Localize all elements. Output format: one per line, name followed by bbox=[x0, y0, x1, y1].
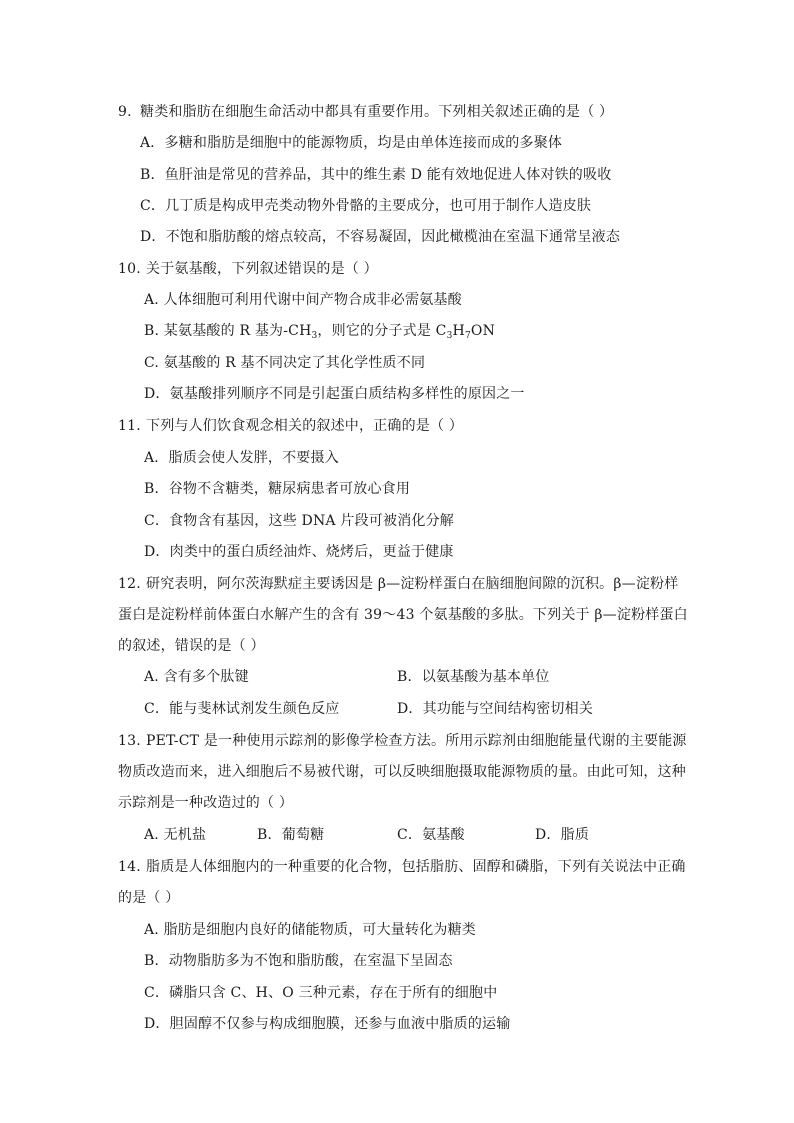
question-9-option-a: A．多糖和脂肪是细胞中的能源物质，均是由单体连接而成的多聚体 bbox=[140, 135, 563, 151]
question-14-stem-line-1 bbox=[118, 858, 686, 876]
question-14-stem-line-2: 的是（ ） bbox=[118, 890, 180, 906]
question-10-number: 10. bbox=[118, 261, 141, 277]
question-14-option-c: C．磷脂只含 C、H、O 三种元素，存在于所有的细胞中 bbox=[144, 985, 498, 1001]
question-11-number: 11. bbox=[118, 418, 141, 434]
question-13-option-a: A. 无机盐 bbox=[144, 827, 207, 843]
question-12-option-a: A. 含有多个肽键 bbox=[144, 669, 249, 685]
question-14-stem-text-1: 脂质是人体细胞内的一种重要的化合物，包括脂肪、固醇和磷脂，下列有关说法中正确 bbox=[146, 859, 686, 875]
question-10-option-a: A. 人体细胞可利用代谢中间产物合成非必需氨基酸 bbox=[144, 292, 462, 308]
question-9-option-c: C．几丁质是构成甲壳类动物外骨骼的主要成分，也可用于制作人造皮肤 bbox=[140, 198, 592, 214]
question-11-stem-text: 下列与人们饮食观念相关的叙述中，正确的是（ ） bbox=[146, 418, 464, 434]
question-11-option-b: B．谷物不含糖类，糖尿病患者可放心食用 bbox=[144, 481, 411, 497]
question-13-stem-line-1 bbox=[118, 732, 687, 750]
question-11-stem bbox=[118, 417, 463, 435]
question-13-stem-line-2: 物质改造而来，进入细胞后不易被代谢，可以反映细胞摄取能源物质的量。由此可知，这种 bbox=[118, 764, 686, 780]
question-10-option-b: B. 某氨基酸的 R 基为$-CH_3$，则它的分子式是 $C_3H_7ON$ bbox=[144, 323, 496, 341]
question-12-option-b: B．以氨基酸为基本单位 bbox=[397, 669, 550, 685]
question-12-stem-line-2: 蛋白是淀粉样前体蛋白水解产生的含有 39～43 个氨基酸的多肽。下列关于 β—淀粉样蛋白 bbox=[118, 607, 688, 623]
question-14-number: 14. bbox=[118, 859, 141, 875]
question-9-number: 9. bbox=[118, 104, 132, 120]
question-14-option-a: A. 脂肪是细胞内良好的储能物质，可大量转化为糖类 bbox=[144, 922, 477, 938]
question-14-option-b: B．动物脂肪多为不饱和脂肪酸，在室温下呈固态 bbox=[144, 953, 453, 969]
question-12-stem-text-1: 研究表明，阿尔茨海默症主要诱因是 β—淀粉样蛋白在脑细胞间隙的沉积。β—淀粉样 bbox=[146, 576, 679, 592]
question-13-stem-line-3: 示踪剂是一种改造过的（ ） bbox=[118, 795, 294, 811]
question-13-option-d: D．脂质 bbox=[535, 827, 590, 843]
question-13-stem-text-1: PET-CT 是一种使用示踪剂的影像学检查方法。所用示踪剂由细胞能量代谢的主要能源 bbox=[146, 733, 687, 749]
question-13-option-b: B．葡萄糖 bbox=[257, 827, 325, 843]
question-11-option-c: C．食物含有基因，这些 DNA 片段可被消化分解 bbox=[144, 513, 454, 529]
question-12-option-c: C．能与斐林试剂发生颜色反应 bbox=[144, 701, 340, 717]
question-11-option-a: A．脂质会使人发胖，不要摄入 bbox=[144, 450, 339, 466]
question-12-option-d: D．其功能与空间结构密切相关 bbox=[397, 701, 594, 717]
question-14-option-d: D．胆固醇不仅参与构成细胞膜，还参与血液中脂质的运输 bbox=[144, 1016, 511, 1032]
question-9-option-d: D．不饱和脂肪酸的熔点较高，不容易凝固，因此橄榄油在室温下通常呈液态 bbox=[140, 229, 621, 245]
question-10-stem bbox=[118, 260, 378, 278]
question-12-number: 12. bbox=[118, 576, 141, 592]
question-9-stem bbox=[118, 103, 613, 121]
question-11-option-d: D．肉类中的蛋白质经油炸、烧烤后，更益于健康 bbox=[144, 544, 454, 560]
question-9-stem-text: 糖类和脂肪在细胞生命活动中都具有重要作用。下列相关叙述正确的是（ ） bbox=[140, 104, 614, 120]
question-13-number: 13. bbox=[118, 733, 141, 749]
question-10-option-c: C. 氨基酸的 R 基不同决定了其化学性质不同 bbox=[144, 355, 426, 371]
question-12-stem-line-3: 的叙述，错误的是（ ） bbox=[118, 638, 265, 654]
question-13-option-c: C．氨基酸 bbox=[397, 827, 465, 843]
question-10-stem-text: 关于氨基酸，下列叙述错误的是（ ） bbox=[146, 261, 378, 277]
question-12-stem-line-1 bbox=[118, 575, 678, 593]
question-10-option-d: D．氨基酸排列顺序不同是引起蛋白质结构多样性的原因之一 bbox=[144, 386, 525, 402]
question-9-option-b: B．鱼肝油是常见的营养品，其中的维生素 D 能有效地促进人体对铁的吸收 bbox=[140, 167, 612, 183]
